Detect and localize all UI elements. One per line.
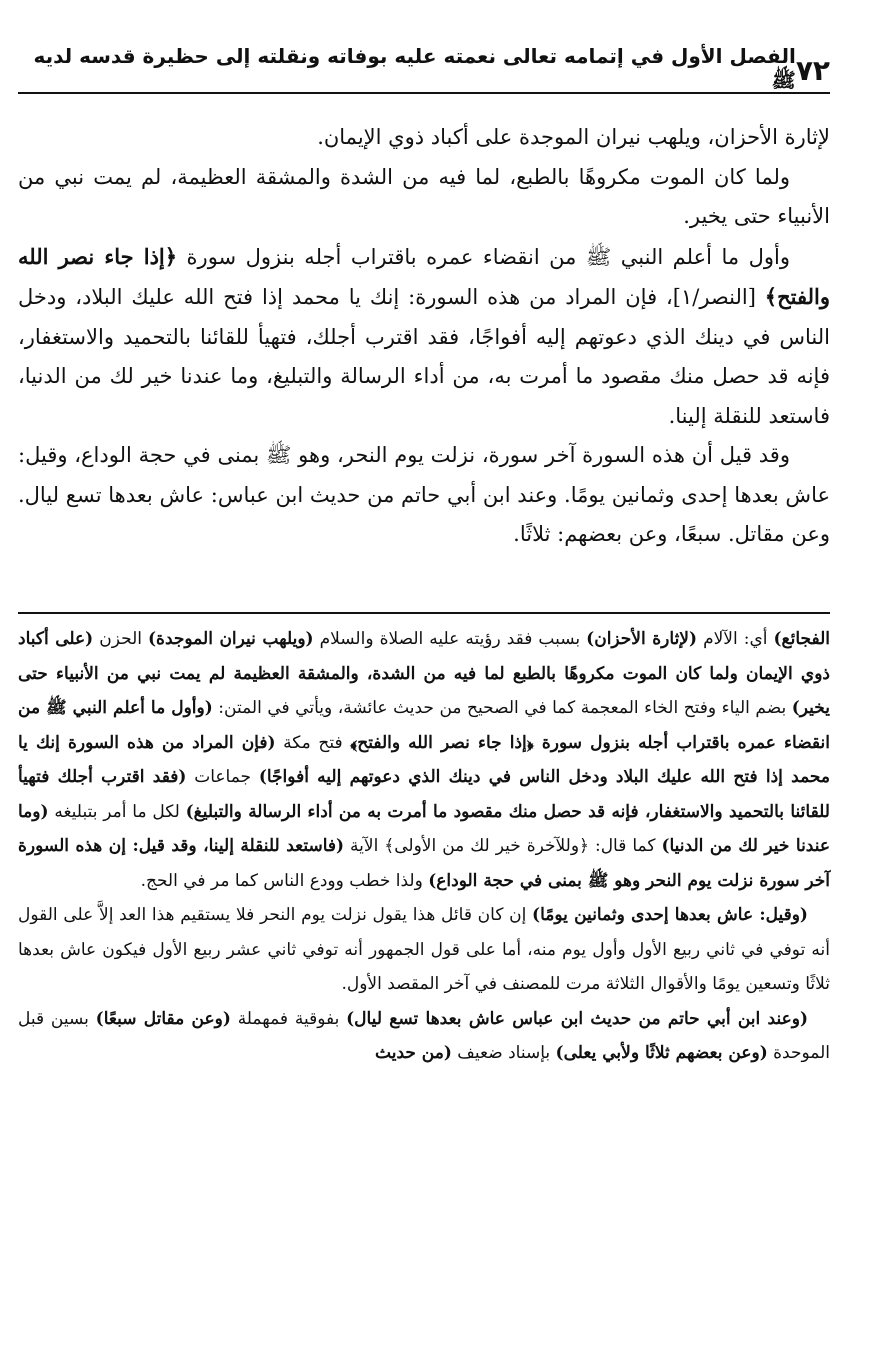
quoted-matn-segment: (وما عندنا خير لك من الدنيا) [18, 801, 831, 856]
commentary-segment: جماعات [186, 767, 259, 787]
commentary-segment: بسبب فقد رؤيته عليه الصلاة والسلام [313, 629, 587, 649]
quoted-matn-segment: (وعن مقاتل سبعًا) [95, 1008, 231, 1029]
commentary-segment: ولذا خطب وودع الناس كما مر في الحج. [140, 870, 429, 891]
quoted-matn-segment: (وعند ابن أبي حاتم من حديث ابن عباس عاش بعدها تسع ليال) [346, 1008, 809, 1029]
quoted-matn-segment: (من حديث [375, 1043, 452, 1063]
commentary-segment: بإسناد ضعيف [451, 1043, 556, 1063]
page-header [18, 43, 830, 94]
quoted-matn-segment: (على أكباد ذوي الإيمان ولما كان الموت مكروهًا بالطبع لما فيه من الشدة، والمشقة العظيمة لم يمت نبي من الأنبياء حتى يخير) [18, 629, 830, 718]
commentary-segment: أي: الآلام [697, 629, 774, 649]
commentary-segment: كما قال: ﴿وللآخرة خير لك من الأولى﴾ الآية [344, 836, 662, 856]
commentary [18, 622, 830, 1071]
footnote-divider [18, 612, 830, 614]
commentary-segment: لكل ما أمر بتبليغه [48, 801, 186, 822]
quoted-matn-segment: (وأول ما أعلم النبي ﷺ من انقضاء عمره باقتراب أجله بنزول سورة ﴿إذا جاء نصر الله والفتح﴾ [18, 698, 830, 753]
commentary-paragraph-2 [18, 898, 830, 1002]
commentary-paragraph-3 [18, 1002, 830, 1071]
main-paragraph-3-b: [النصر/١]، فإن المراد من هذه السورة: إنك يا محمد إذا فتح الله عليك البلاد، ودخل الناس في دينك الذي دعوتهم إليه أفواجًا، فقد اقترب أجلك، فتهيأ للقائنا بالتحميد والاستغفار، فإنه قد حصل منك مقصود ما أمرت به، من أداء الرسالة والتبليغ، وما عندنا خير لك من الدنيا، فاستعد للنقلة إلينا. [18, 285, 830, 428]
main-paragraph-3 [18, 237, 830, 437]
quoted-matn-segment: (لإثارة الأحزان) [586, 629, 698, 649]
commentary-segment: بسين قبل الموحدة [18, 1008, 830, 1063]
commentary-segment: بفوقية فمهملة [230, 1008, 347, 1029]
commentary-segment: الحزن [93, 629, 149, 649]
main-paragraph-1: لإثارة الأحزان، ويلهب نيران الموجدة على أكباد ذوي الإيمان. [317, 125, 830, 149]
main-paragraph-4: وقد قيل أن هذه السورة آخر سورة، نزلت يوم النحر، وهو ﷺ بمنى في حجة الوداع، وقيل: عاش بعدها إحدى وثمانين يومًا. وعند ابن أبي حاتم من حديث ابن عباس: عاش بعدها تسع ليال. وعن مقاتل. سبعًا، وعن بعضهم: ثلاثًا. [18, 443, 830, 546]
quoted-matn-segment: (ويلهب نيران الموجدة) [148, 629, 314, 649]
main-paragraph-3-a: وأول ما أعلم النبي ﷺ من انقضاء عمره باقتراب أجله بنزول سورة [177, 244, 790, 269]
running-title: الفصل الأول في إتمامه تعالى نعمته عليه بوفاته ونقلته إلى حظيرة قدسه لديه ﷺ [33, 43, 796, 92]
quoted-matn-segment: (وعن بعضهم ثلاثًا ولأبي يعلى) [555, 1043, 768, 1063]
quoted-matn-segment: (فإن المراد من هذه السورة إنك يا محمد إذا فتح الله عليك البلاد ودخل الناس في دينك الذي دعوتهم إليه أفواجًا) [18, 732, 830, 787]
commentary-segment: فتح مكة [275, 732, 351, 753]
quoted-matn-segment: (وقيل: عاش بعدها إحدى وثمانين يومًا) [532, 905, 808, 925]
quoted-matn-segment: الفجائع) [773, 629, 830, 649]
quoted-matn-segment: (فقد اقترب أجلك فتهيأ للقائنا بالتحميد والاستغفار، فإنه قد حصل منك مقصود ما أمرت به من أداء الرسالة والتبليغ) [18, 767, 830, 822]
quoted-matn-segment: (فاستعد للنقلة إلينا، وقد قيل: إن هذه السورة آخر سورة نزلت يوم النحر وهو ﷺ بمنى في حجة الوداع) [18, 836, 830, 891]
main-paragraph-2: ولما كان الموت مكروهًا بالطبع، لما فيه من الشدة والمشقة العظيمة، لم يمت نبي من الأنبياء حتى يخير. [18, 164, 830, 228]
commentary-paragraph-1 [18, 622, 830, 898]
quran-quote: ﴿إذا جاء نصر الله والفتح﴾ [18, 243, 830, 309]
commentary-segment: بضم الياء وفتح الخاء المعجمة كما في الصحيح من حديث عائشة، ويأتي في المتن: [212, 698, 792, 718]
commentary-segment: إن كان قائل هذا يقول نزلت يوم النحر فلا يستقيم هذا العد إلاَّ على القول أنه توفي في ثاني ربيع الأول وأول يوم منه، أما على قول الجمهور أنه توفي ثاني عشر ربيع الأول فيكون عاش بعدها ثلاثًا وتسعين يومًا والأقوال الثلاثة مرت للمصنف في آخر المقصد الأول. [18, 905, 830, 994]
page-number: ٧٢ [795, 53, 830, 87]
main-text [18, 118, 830, 555]
